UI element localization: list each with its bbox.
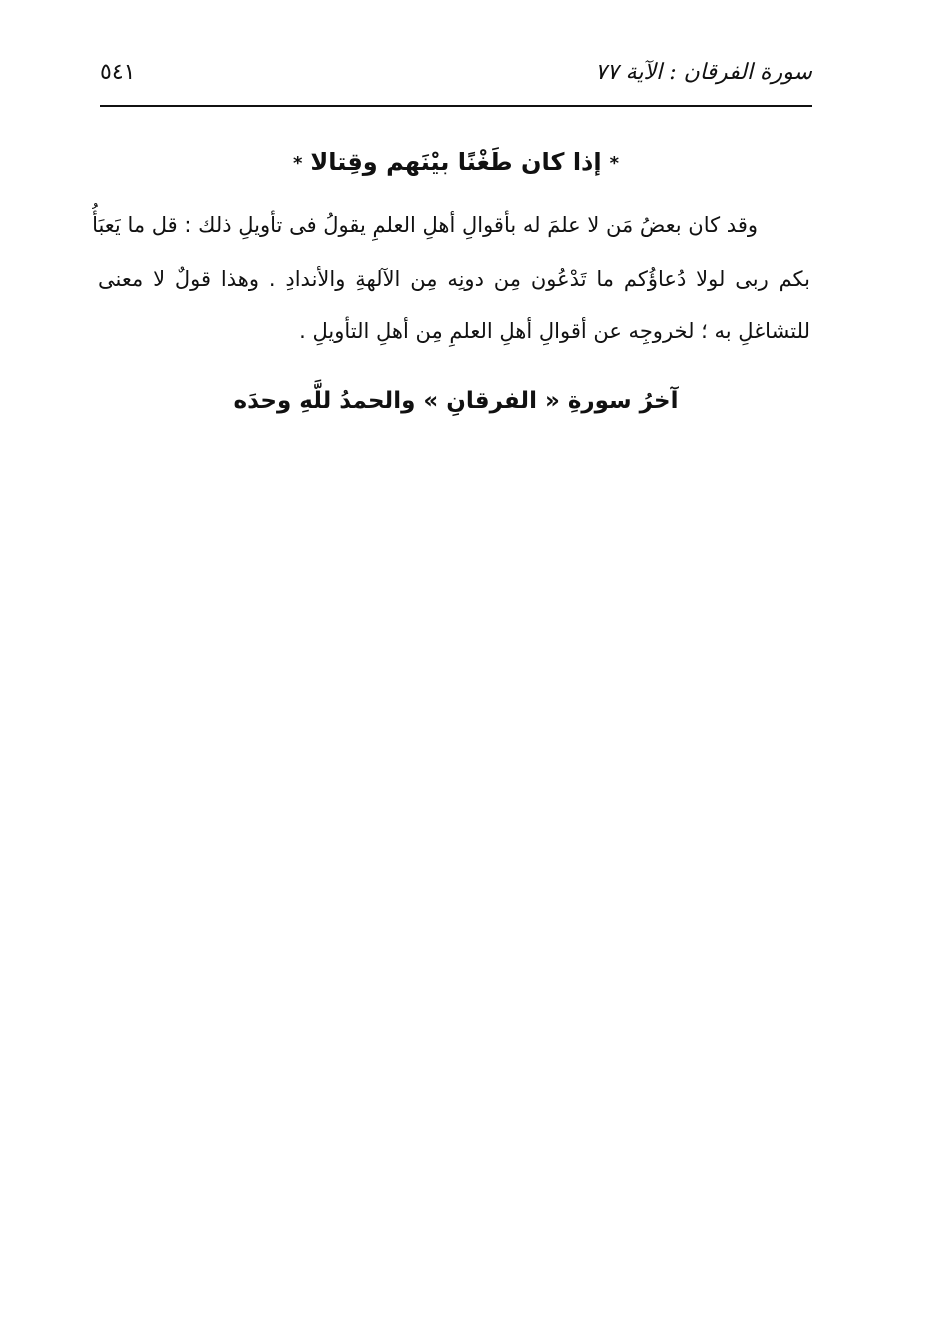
header-divider	[100, 105, 812, 107]
star-ornament-right: *	[609, 152, 620, 174]
paragraph-line: بكم ربى لولا دُعاؤُكم ما تَدْعُون مِن دونِه مِن الآلهةِ والأندادِ . وهذا قولٌ لا معنى	[98, 267, 810, 291]
page-number: ٥٤١	[100, 60, 136, 85]
paragraph-line: للتشاغلِ به ؛ لخروجِه عن أقوالِ أهلِ العلمِ مِن أهلِ التأويلِ .	[299, 319, 810, 343]
star-ornament-left: *	[292, 152, 303, 174]
verse-text: إذا كان طَغْنًا بيْنَهم وقِتالا	[310, 148, 602, 176]
surah-closing-line: آخرُ سورةِ « الفرقانِ » والحمدُ للَّهِ وحدَه	[233, 388, 679, 414]
verse-heading	[100, 148, 812, 176]
running-title: سورة الفرقان : الآية ٧٧	[594, 60, 812, 85]
page-header	[100, 52, 812, 96]
paragraph-line: وقد كان بعضُ مَن لا علمَ له بأقوالِ أهلِ العلمِ يقولُ فى تأويلِ ذلك : قل ما يَعبَأُ	[92, 213, 758, 237]
